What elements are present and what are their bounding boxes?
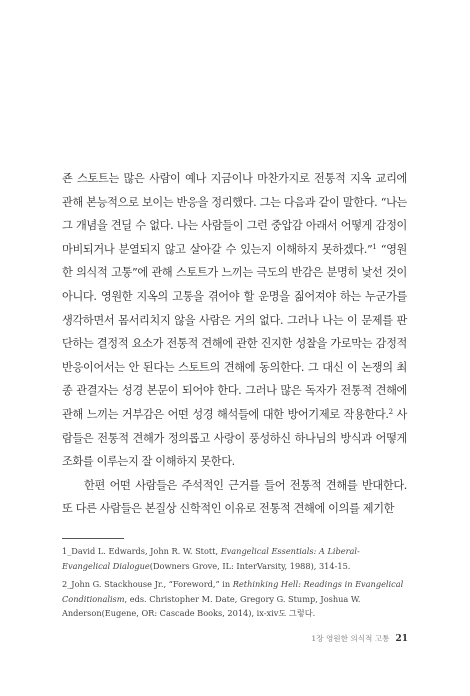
paragraph: [62, 167, 407, 474]
paragraph-text: 죤 스토트는 많은 사람이 예나 지금이나 마찬가지로 전통적 지옥 교리에 관해 본능적으로 보이는 반응을 정리했다. 그는 다음과 같이 말한다. “나는 그 개념을 견딜 수 없다. 나는 사람들이 그런 중압감 아래서 어떻게 감정이 마비되거나 분열되지 않고 살아갈 수 있는지 이해하지 못하겠다.”: [62, 172, 407, 256]
page-footer: [311, 633, 408, 644]
paragraph-text: 한편 어떤 사람들은 주석적인 근거를 들어 전통적 견해를 반대한다. 또 다른 사람들은 본질상 신학적인 이유로 전통적 견해에 이의를 제기한: [62, 478, 407, 516]
footnote-text: 2_John G. Stackhouse Jr., “Foreword,” in: [62, 579, 233, 589]
footnote-text: 1_David L. Edwards, John R. W. Stott,: [62, 546, 221, 556]
footnote-ref-1[interactable]: 1: [372, 242, 377, 251]
body-text: [62, 167, 407, 521]
footnote-text: , eds. Christopher M. Date, Gregory G. Stump, Joshua W. Anderson(Eugene, OR: Cascade Books, 2014), ix-xiv도 그렇다.: [62, 593, 361, 618]
page-number: 21: [395, 634, 408, 644]
paragraph: [62, 474, 407, 521]
footnote-book-title: Rethinking Hell: Readings in Evangelical Conditionalism: [62, 579, 404, 604]
footnote-divider: [62, 538, 124, 539]
paragraph-text: 사람들은 전통적 견해가 정의롭고 사랑이 풍성하신 하나님의 방식과 어떻게 조화를 이루는지 잘 이해하지 못한다.: [62, 407, 407, 469]
footnote-ref-2[interactable]: 2: [388, 407, 393, 416]
footnote-2: [62, 577, 407, 621]
running-head: 1장 영원한 의식적 고통: [311, 634, 390, 643]
footnote-book-title: Evangelical Essentials: A Liberal-Evangelical Dialogue: [62, 546, 360, 571]
footnotes: [62, 544, 407, 625]
paragraph-text: “영원한 의식적 고통”에 관해 스토트가 느끼는 극도의 반감은 분명히 낯선 것이 아니다. 영원한 지옥의 고통을 겪어야 할 운명을 짊어져야 하는 누군가를 생각하면서 몸서리치지 않을 사람은 거의 없다. 그러나 나는 이 문제를 판단하는 결정적 요소가 전통적 견해에 관한 진지한 성찰을 가로막는 감정적 반응이어서는 안 된다는 스토트의 견해에 동의한다. 그 대신 이 논쟁의 최종 관결자는 성경 본문이 되어야 한다. 그러나 많은 독자가 전통적 견해에 관해 느끼는 거부감은 어떤 성경 해석들에 대한 방어기제로 작용한다.: [62, 242, 408, 421]
footnote-text: (Downers Grove, IL: InterVarsity, 1988), 314-15.: [149, 560, 351, 571]
footnote-1: [62, 544, 407, 573]
